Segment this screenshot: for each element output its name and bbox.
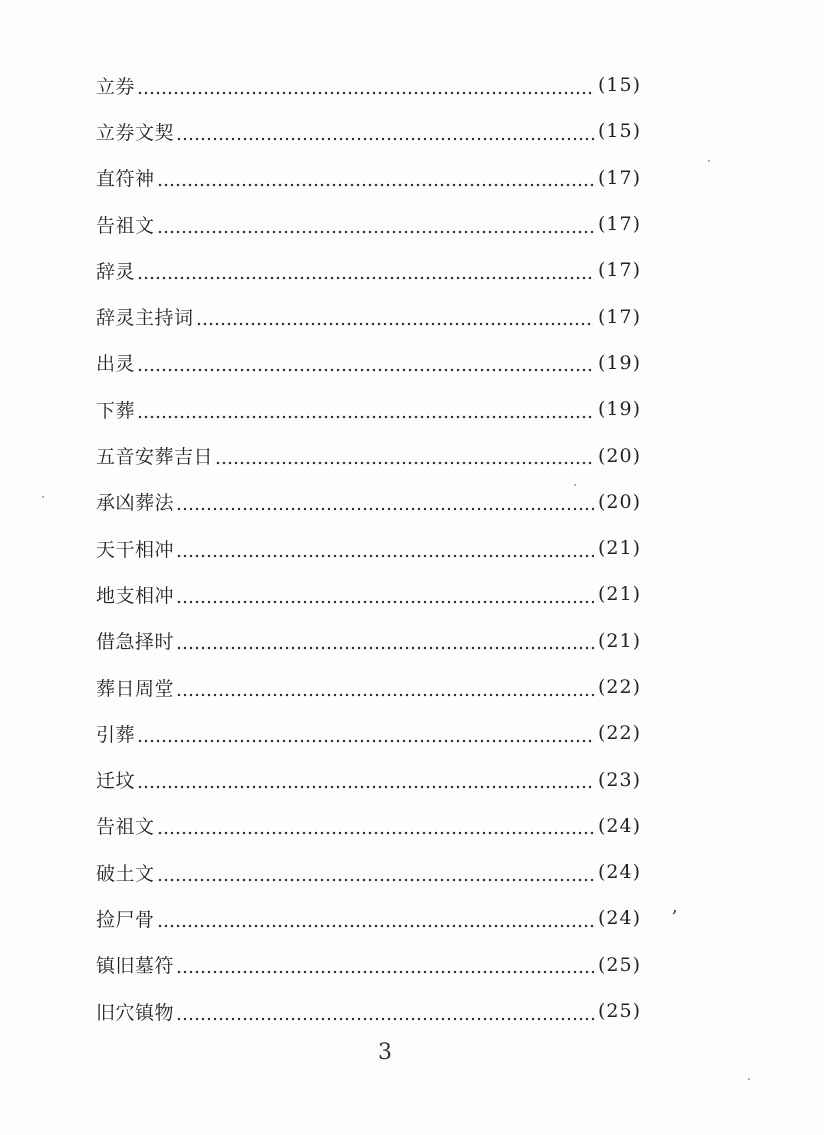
toc-entry-page: (24): [598, 861, 642, 884]
toc-entry: [96, 803, 656, 849]
toc-entry-page: (21): [598, 537, 642, 560]
toc-entry: [96, 479, 656, 525]
dot-leader: [176, 122, 594, 141]
toc-entry-page: (23): [598, 768, 642, 791]
toc-entry: [96, 710, 656, 756]
toc-entry-title: 立券文契: [96, 121, 175, 144]
dot-leader: [196, 307, 594, 326]
toc-entry-title: 迁坟: [96, 770, 136, 793]
toc-entry: [96, 62, 656, 108]
toc-entry-page: (24): [598, 907, 642, 930]
toc-entry-page: (15): [598, 74, 642, 97]
dot-leader: [137, 76, 594, 95]
toc-entry: [96, 942, 656, 988]
toc-entry-page: (19): [598, 351, 642, 374]
toc-entry-page: (17): [598, 166, 642, 189]
toc-entry-title: 葬日周堂: [96, 677, 175, 700]
dot-leader: [176, 631, 594, 650]
toc-entry-page: (25): [598, 1000, 642, 1023]
dot-leader: [137, 353, 594, 372]
toc-entry: [96, 849, 656, 895]
toc-entry: [96, 988, 656, 1034]
toc-entry-title: 出灵: [96, 353, 136, 376]
toc-entry-title: 下葬: [96, 399, 136, 422]
toc-entry-title: 直符神: [96, 168, 155, 191]
toc-entry-page: (17): [598, 213, 642, 236]
page-number: 3: [378, 1040, 392, 1065]
toc-entry-page: (24): [598, 814, 642, 837]
scan-speck: [574, 484, 576, 486]
dot-leader: [157, 909, 594, 928]
toc-entry-title: 告祖文: [96, 816, 155, 839]
dot-leader: [176, 492, 594, 511]
toc-entry-page: (15): [598, 120, 642, 143]
toc-entry-title: 地支相冲: [96, 584, 175, 607]
toc-entry-title: 辞灵: [96, 260, 136, 283]
scan-speck: [748, 1078, 750, 1080]
dot-leader: [176, 955, 594, 974]
scan-speck: [708, 160, 710, 162]
toc-entry-title: 破土文: [96, 862, 155, 885]
toc-entry: [96, 756, 656, 802]
toc-entry-page: (22): [598, 722, 642, 745]
toc-entry-title: 捡尸骨: [96, 908, 155, 931]
toc-entry: [96, 525, 656, 571]
toc-entry-title: 告祖文: [96, 214, 155, 237]
toc-entry: [96, 108, 656, 154]
toc-entry: [96, 432, 656, 478]
dot-leader: [157, 816, 594, 835]
scan-speck: [42, 496, 44, 498]
dot-leader: [157, 215, 594, 234]
toc-entry-page: (22): [598, 676, 642, 698]
toc-entry: [96, 895, 656, 941]
dot-leader: [137, 770, 594, 789]
toc-entry-title: 镇旧墓符: [96, 955, 175, 978]
dot-leader: [137, 261, 594, 280]
toc-entry: [96, 247, 656, 293]
toc-entry-title: 承凶葬法: [96, 492, 175, 515]
toc-entry-title: 借急择时: [96, 631, 175, 654]
toc-entry: [96, 664, 656, 710]
table-of-contents: [96, 62, 656, 1034]
toc-entry: [96, 201, 656, 247]
dot-leader: [157, 168, 594, 187]
toc-entry: [96, 340, 656, 386]
stray-comma-mark: ,: [672, 896, 678, 917]
toc-entry-page: (20): [598, 490, 642, 513]
toc-entry-page: (20): [598, 444, 642, 467]
dot-leader: [176, 585, 594, 604]
toc-entry-title: 立券: [96, 75, 136, 98]
toc-entry: [96, 618, 656, 664]
toc-entry: [96, 293, 656, 339]
dot-leader: [176, 1002, 594, 1021]
toc-entry-title: 引葬: [96, 723, 136, 746]
dot-leader: [137, 400, 594, 419]
toc-entry-page: (17): [598, 259, 642, 282]
toc-entry-title: 天干相冲: [96, 538, 175, 561]
toc-entry-page: (21): [598, 583, 642, 606]
toc-entry-page: (21): [598, 629, 642, 652]
toc-entry: [96, 155, 656, 201]
toc-entry-title: 五音安葬吉日: [96, 446, 214, 469]
toc-entry-page: (17): [598, 305, 642, 328]
toc-entry: [96, 386, 656, 432]
dot-leader: [157, 863, 594, 882]
dot-leader: [176, 678, 594, 697]
dot-leader: [137, 724, 594, 743]
toc-entry-page: (25): [598, 953, 642, 976]
toc-entry-page: (19): [598, 398, 642, 421]
dot-leader: [215, 446, 594, 465]
dot-leader: [176, 539, 594, 558]
toc-entry: [96, 571, 656, 617]
toc-entry-title: 旧穴镇物: [96, 1001, 175, 1024]
toc-entry-title: 辞灵主持词: [96, 307, 194, 330]
